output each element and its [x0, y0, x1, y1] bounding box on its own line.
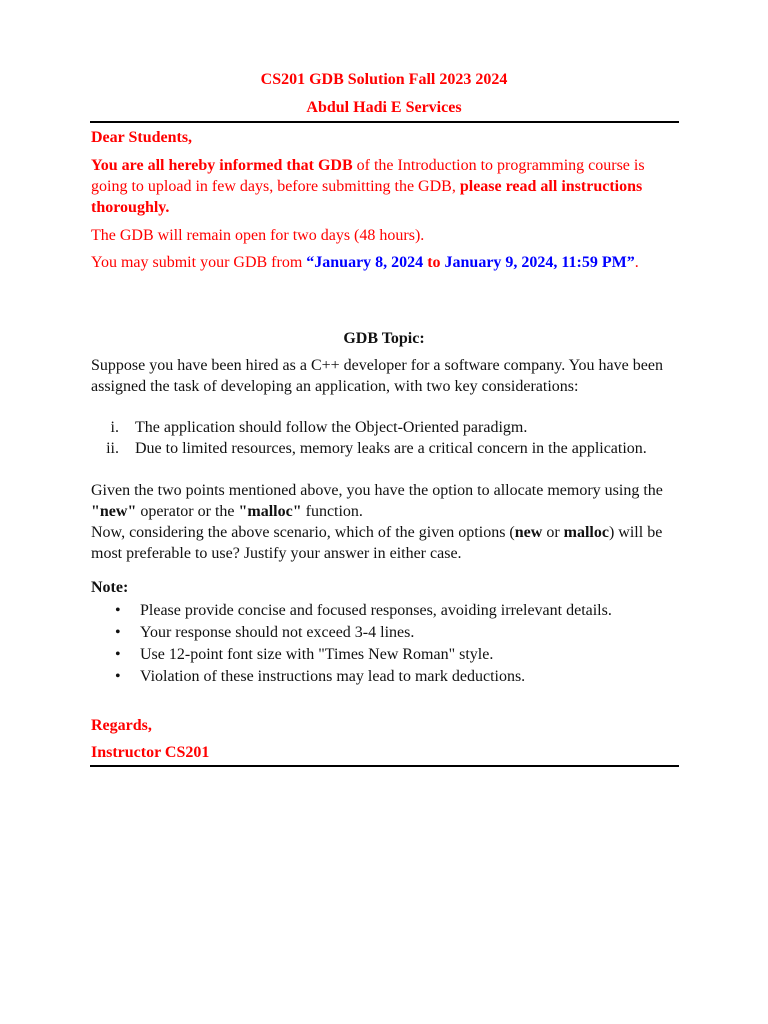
list-item-number: i.	[110, 419, 119, 436]
question-paragraph	[91, 480, 671, 564]
question-text: operator or the	[136, 503, 239, 520]
note-heading: Note:	[91, 579, 129, 596]
considerations-list	[91, 417, 671, 459]
question-text: function.	[301, 503, 363, 520]
close-quote: ”	[626, 254, 635, 271]
list-item-text: Violation of these instructions may lead to mark deductions.	[140, 668, 526, 685]
start-date: January 8, 2024	[314, 254, 424, 271]
scenario-paragraph: Suppose you have been hired as a C++ developer for a software company. You have been assigned the task of developing an application, with two key considerations:	[91, 357, 663, 395]
bullet-icon: •	[115, 668, 121, 685]
new-keyword: new	[514, 524, 543, 541]
top-divider	[90, 121, 679, 123]
new-keyword: "new"	[91, 503, 137, 520]
bullet-icon: •	[115, 602, 121, 619]
list-item-text: Please provide concise and focused responses, avoiding irrelevant details.	[140, 602, 612, 619]
submission-window-paragraph	[91, 252, 671, 273]
note-list	[91, 600, 691, 688]
malloc-keyword: malloc	[563, 524, 609, 541]
question-text: Given the two points mentioned above, you have the option to allocate memory using the	[91, 482, 663, 499]
list-item	[91, 600, 691, 622]
instructor-signature: Instructor CS201	[91, 744, 210, 761]
duration-paragraph: The GDB will remain open for two days (48 hours).	[91, 227, 425, 244]
question-text: or	[542, 524, 564, 541]
document-subtitle: Abdul Hadi E Services	[306, 99, 462, 116]
intro-paragraph	[91, 155, 671, 218]
list-item	[91, 438, 671, 459]
end-date: January 9, 2024, 11:59 PM	[444, 254, 627, 271]
intro-bold-start: You are all hereby informed that GDB	[91, 157, 353, 174]
intro-body: of the Introduction to programming course is going to upload in few days, before submitting the GDB,	[91, 157, 645, 195]
bottom-divider	[90, 765, 679, 767]
bullet-icon: •	[115, 646, 121, 663]
list-item	[91, 622, 691, 644]
list-item-text: Use 12-point font size with "Times New Roman" style.	[140, 646, 494, 663]
greeting: Dear Students,	[91, 129, 193, 146]
list-item-text: Your response should not exceed 3-4 lines.	[140, 624, 415, 641]
question-text: Now, considering the above scenario, which of the given options (	[91, 524, 515, 541]
list-item	[91, 417, 671, 438]
submission-prefix: You may submit your GDB from	[91, 254, 307, 271]
date-to: to	[423, 254, 445, 271]
bullet-icon: •	[115, 624, 121, 641]
open-quote: “	[306, 254, 315, 271]
list-item	[91, 666, 691, 688]
list-item-text: The application should follow the Object-Oriented paradigm.	[135, 419, 528, 436]
list-item-text: Due to limited resources, memory leaks are a critical concern in the application.	[135, 440, 647, 457]
topic-heading: GDB Topic:	[343, 330, 425, 347]
regards-line: Regards,	[91, 717, 152, 734]
submission-end: .	[634, 254, 639, 271]
intro-bold-end: please read all instructions thoroughly.	[91, 178, 643, 216]
document-title: CS201 GDB Solution Fall 2023 2024	[260, 71, 508, 88]
question-text: ) will be most preferable to use? Justify your answer in either case.	[91, 524, 663, 562]
list-item-number: ii.	[106, 440, 119, 457]
malloc-keyword: "malloc"	[238, 503, 302, 520]
list-item	[91, 644, 691, 666]
